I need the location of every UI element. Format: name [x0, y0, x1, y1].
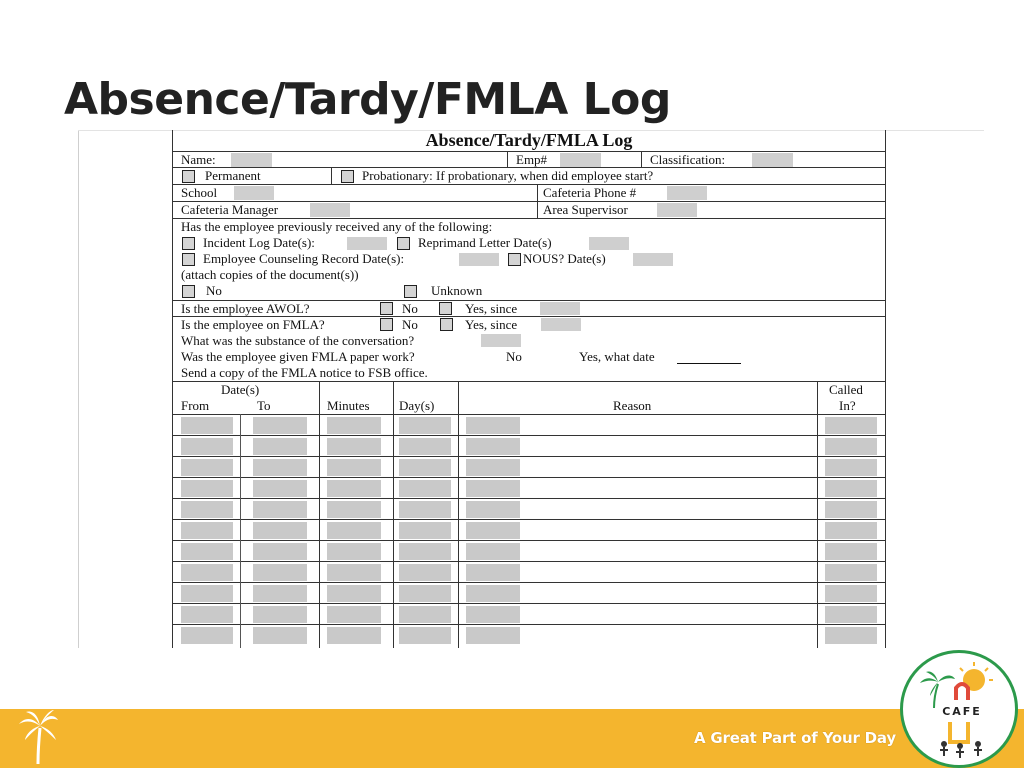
called-in-cell[interactable] [825, 522, 877, 539]
classification-label: Classification: [650, 152, 726, 167]
days-cell[interactable] [399, 543, 451, 560]
days-cell[interactable] [399, 438, 451, 455]
incident-log-label: Incident Log Date(s): [203, 235, 315, 250]
reason-cell[interactable] [466, 501, 520, 518]
area-supervisor-field[interactable] [657, 203, 697, 217]
minutes-cell[interactable] [327, 417, 381, 434]
paperwork-yes-label: Yes, what date [579, 349, 655, 364]
logo-text: CAFE [942, 705, 982, 718]
from-cell[interactable] [181, 564, 233, 581]
minutes-cell[interactable] [327, 501, 381, 518]
to-cell[interactable] [253, 564, 307, 581]
awol-since-field[interactable] [540, 302, 580, 315]
col-divider [319, 414, 320, 648]
table-row [173, 456, 885, 478]
reprimand-checkbox[interactable] [397, 237, 410, 250]
from-cell[interactable] [181, 459, 233, 476]
divider [331, 168, 332, 185]
no-checkbox[interactable] [182, 285, 195, 298]
no-label: No [206, 283, 222, 298]
nous-checkbox[interactable] [508, 253, 521, 266]
send-copy-label: Send a copy of the FMLA notice to FSB office. [181, 365, 428, 380]
counseling-date-field[interactable] [459, 253, 499, 266]
divider [817, 382, 818, 415]
minutes-cell[interactable] [327, 627, 381, 644]
divider [319, 382, 320, 415]
fmla-since-field[interactable] [541, 318, 581, 331]
minutes-cell[interactable] [327, 585, 381, 602]
from-cell[interactable] [181, 438, 233, 455]
awol-no-label: No [402, 301, 418, 316]
to-cell[interactable] [253, 522, 307, 539]
image-left-edge [78, 130, 79, 648]
table-row [173, 582, 885, 604]
to-cell[interactable] [253, 480, 307, 497]
to-cell[interactable] [253, 501, 307, 518]
emp-label: Emp# [516, 152, 548, 167]
cafeteria-manager-field[interactable] [310, 203, 350, 217]
col-divider [817, 414, 818, 648]
to-cell[interactable] [253, 606, 307, 623]
minutes-cell[interactable] [327, 606, 381, 623]
from-header: From [181, 398, 210, 413]
reason-header: Reason [613, 398, 652, 413]
days-cell[interactable] [399, 417, 451, 434]
from-cell[interactable] [181, 543, 233, 560]
reason-cell[interactable] [466, 522, 520, 539]
to-cell[interactable] [253, 459, 307, 476]
school-label: School [181, 185, 218, 200]
reason-cell[interactable] [466, 627, 520, 644]
awol-no-checkbox[interactable] [380, 302, 393, 315]
called-in-cell[interactable] [825, 438, 877, 455]
divider [537, 185, 538, 202]
called-in-cell[interactable] [825, 417, 877, 434]
incident-log-checkbox[interactable] [182, 237, 195, 250]
called-in-cell[interactable] [825, 501, 877, 518]
to-cell[interactable] [253, 417, 307, 434]
from-cell[interactable] [181, 417, 233, 434]
from-cell[interactable] [181, 501, 233, 518]
days-cell[interactable] [399, 627, 451, 644]
fmla-no-checkbox[interactable] [380, 318, 393, 331]
divider [537, 202, 538, 219]
called-in-cell[interactable] [825, 543, 877, 560]
table-row [173, 519, 885, 541]
awol-label: Is the employee AWOL? [181, 301, 310, 316]
unknown-label: Unknown [431, 283, 483, 298]
days-cell[interactable] [399, 522, 451, 539]
minutes-header: Minutes [327, 398, 370, 413]
minutes-cell[interactable] [327, 438, 381, 455]
to-cell[interactable] [253, 585, 307, 602]
substance-label: What was the substance of the conversation? [181, 333, 415, 348]
table-row [173, 414, 885, 436]
called-in-cell[interactable] [825, 627, 877, 644]
cafeteria-phone-label: Cafeteria Phone # [543, 185, 637, 200]
form-document-image [78, 130, 984, 648]
reprimand-label: Reprimand Letter Date(s) [418, 235, 552, 250]
divider [458, 382, 459, 415]
area-supervisor-label: Area Supervisor [543, 202, 628, 217]
fmla-label: Is the employee on FMLA? [181, 317, 325, 332]
cafeteria-manager-label: Cafeteria Manager [181, 202, 279, 217]
awol-yes-checkbox[interactable] [439, 302, 452, 315]
cafeteria-phone-field[interactable] [667, 186, 707, 200]
name-label: Name: [181, 152, 216, 167]
reason-cell[interactable] [466, 417, 520, 434]
reason-cell[interactable] [466, 459, 520, 476]
called-in-cell[interactable] [825, 459, 877, 476]
divider [507, 152, 508, 168]
substance-field[interactable] [481, 334, 521, 347]
permanent-label: Permanent [205, 168, 261, 183]
row-school [173, 184, 885, 202]
reason-cell[interactable] [466, 585, 520, 602]
attach-label: (attach copies of the document(s)) [181, 267, 359, 282]
called-in-cell[interactable] [825, 585, 877, 602]
row-name [173, 151, 885, 168]
days-cell[interactable] [399, 585, 451, 602]
reason-cell[interactable] [466, 606, 520, 623]
paperwork-label: Was the employee given FMLA paper work? [181, 349, 415, 364]
name-field[interactable] [231, 153, 272, 167]
to-cell[interactable] [253, 438, 307, 455]
called-in-cell[interactable] [825, 480, 877, 497]
days-cell[interactable] [399, 501, 451, 518]
to-cell[interactable] [253, 543, 307, 560]
to-cell[interactable] [253, 627, 307, 644]
divider [641, 152, 642, 168]
minutes-cell[interactable] [327, 564, 381, 581]
probationary-label: Probationary: If probationary, when did employee start? [362, 168, 654, 183]
row-status [173, 167, 885, 185]
emp-field[interactable] [560, 153, 601, 167]
minutes-cell[interactable] [327, 480, 381, 497]
table-row [173, 477, 885, 499]
incident-log-date-field[interactable] [347, 237, 387, 250]
absence-log-form [172, 130, 886, 648]
minutes-cell[interactable] [327, 522, 381, 539]
probationary-checkbox[interactable] [341, 170, 354, 183]
called-header-in: In? [839, 398, 856, 413]
days-cell[interactable] [399, 480, 451, 497]
days-cell[interactable] [399, 564, 451, 581]
previously-received-label: Has the employee previously received any of the following: [181, 219, 493, 234]
table-row [173, 540, 885, 562]
dates-header: Date(s) [221, 382, 260, 397]
reprimand-date-field[interactable] [589, 237, 629, 250]
from-cell[interactable] [181, 480, 233, 497]
nous-label: NOUS? Date(s) [523, 251, 606, 266]
from-cell[interactable] [181, 585, 233, 602]
days-header: Day(s) [399, 398, 435, 413]
called-in-cell[interactable] [825, 606, 877, 623]
permanent-checkbox[interactable] [182, 170, 195, 183]
col-divider [393, 414, 394, 648]
nous-date-field[interactable] [633, 253, 673, 266]
fmla-yes-label: Yes, since [465, 317, 518, 332]
unknown-checkbox[interactable] [404, 285, 417, 298]
days-cell[interactable] [399, 459, 451, 476]
table-row [173, 435, 885, 457]
from-cell[interactable] [181, 627, 233, 644]
table-row [173, 498, 885, 520]
reason-cell[interactable] [466, 480, 520, 497]
to-header: To [257, 398, 271, 413]
called-header: Called [829, 382, 863, 397]
table-row [173, 603, 885, 625]
divider [393, 382, 394, 415]
table-row [173, 624, 885, 646]
from-cell[interactable] [181, 606, 233, 623]
row-manager [173, 201, 885, 219]
reason-cell[interactable] [466, 438, 520, 455]
cafe-logo [900, 650, 1018, 768]
col-divider [458, 414, 459, 648]
footer-tagline: A Great Part of Your Day [694, 729, 896, 747]
palm-tree-icon [16, 706, 60, 766]
slide-title: Absence/Tardy/FMLA Log [64, 74, 671, 125]
paperwork-date-blank[interactable] [677, 349, 741, 364]
minutes-cell[interactable] [327, 459, 381, 476]
reason-cell[interactable] [466, 543, 520, 560]
row-previous-actions [173, 218, 885, 301]
table-header [173, 381, 885, 415]
reason-cell[interactable] [466, 564, 520, 581]
col-divider [240, 414, 241, 648]
row-fmla [173, 316, 885, 382]
awol-yes-label: Yes, since [465, 301, 518, 316]
paperwork-no-label: No [506, 349, 522, 364]
row-awol [173, 300, 885, 317]
counseling-checkbox[interactable] [182, 253, 195, 266]
fmla-no-label: No [402, 317, 418, 332]
form-title: Absence/Tardy/FMLA Log [425, 130, 633, 150]
counseling-label: Employee Counseling Record Date(s): [203, 251, 405, 266]
school-field[interactable] [234, 186, 274, 200]
called-in-cell[interactable] [825, 564, 877, 581]
fmla-yes-checkbox[interactable] [440, 318, 453, 331]
days-cell[interactable] [399, 606, 451, 623]
minutes-cell[interactable] [327, 543, 381, 560]
classification-field[interactable] [752, 153, 793, 167]
table-row [173, 561, 885, 583]
from-cell[interactable] [181, 522, 233, 539]
